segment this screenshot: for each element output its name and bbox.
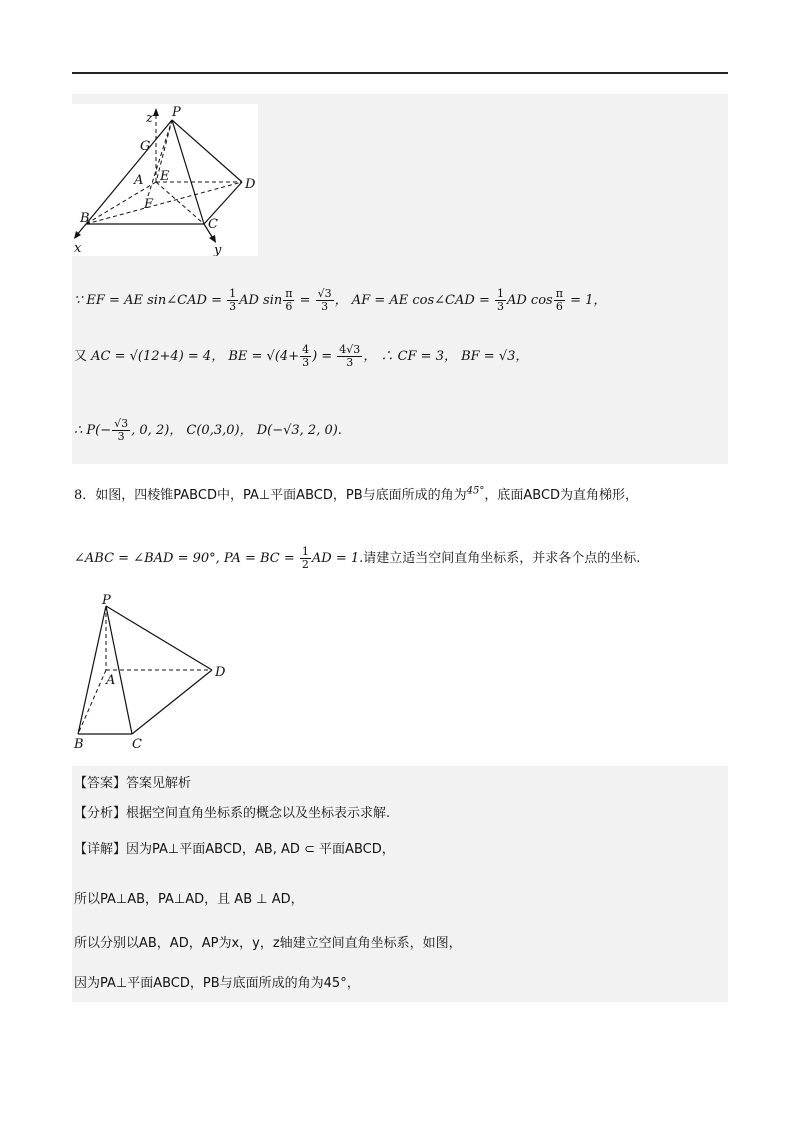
detail-line-2: 所以PA⊥AB，PA⊥AD，且 AB ⊥ AD， (74, 892, 304, 907)
label-B: B (80, 211, 90, 226)
top-rule (72, 72, 728, 74)
label-x: x (74, 241, 82, 256)
answer-text: 答案见解析 (126, 776, 192, 791)
analysis-text: 根据空间直角坐标系的概念以及坐标表示求解. (126, 806, 391, 821)
prev-solution-line-1: ∵ EF = AE sin∠CAD = $\frac{1}{3}$ AD sin $\frac{\pi}{6}$ = $\frac{√3}{3}$ ， AF = AE cos∠CAD = $\frac{1}{3}$ AD cos $\frac{\pi}{6}$ = 1， (74, 287, 607, 313)
label-D: D (245, 177, 256, 192)
detail-tag: 【详解】 (74, 842, 127, 857)
label-z: z (146, 111, 153, 126)
label-F: F (144, 197, 154, 212)
problem-text-2: ，底面ABCD为直角梯形， (484, 488, 639, 503)
prev-solution-line-3: ∴ P(− $\frac{√3}{3}$ , 0, 2)， C(0,3,0)， D(−√3, 2, 0). (74, 417, 342, 443)
label-G: G (140, 139, 151, 154)
label-A: A (134, 173, 144, 188)
prev-solution-line-2: 又 AC = √(12+4) = 4， BE = √(4+ $\frac{4}{3}$ ) = $\frac{4√3}{3}$ ， ∴ CF = 3， BF = √3， (74, 343, 529, 369)
analysis-line (74, 802, 390, 821)
label-y: y (214, 243, 222, 256)
pyramid-figure-problem-8 (72, 594, 232, 750)
label-A: A (106, 673, 116, 688)
detail-line-4: 因为PA⊥平面ABCD，PB与底面所成的角为45°， (74, 976, 360, 991)
detail-text-1: 因为PA⊥平面ABCD，AB, AD ⊂ 平面ABCD， (126, 842, 395, 857)
problem-8-line-1 (74, 484, 638, 503)
detail-line-3: 所以分别以AB，AD，AP为x，y，z轴建立空间直角坐标系，如图， (74, 936, 462, 951)
problem-8-line-2: ∠ABC = ∠BAD = 90°, PA = BC = $\frac{1}{2}$ AD = 1.请建立适当空间直角坐标系，并求各个点的坐标. (74, 545, 641, 571)
answer-tag: 【答案】 (74, 776, 127, 791)
label-P: P (172, 105, 181, 120)
pyramid-figure-coordinates (72, 104, 258, 256)
problem-text-3: 请建立适当空间直角坐标系，并求各个点的坐标. (363, 551, 641, 566)
label-B: B (74, 737, 84, 750)
detail-line-1 (74, 838, 395, 857)
problem-number: 8． (74, 488, 96, 503)
answer-line (74, 772, 191, 791)
label-C: C (132, 737, 142, 750)
label-P: P (102, 594, 111, 608)
analysis-tag: 【分析】 (74, 806, 127, 821)
problem-angle: 45° (466, 485, 485, 497)
label-E: E (160, 169, 170, 184)
label-D: D (215, 665, 226, 680)
problem-text-1: 如图，四棱锥PABCD中，PA⊥平面ABCD，PB与底面所成的角为 (95, 488, 467, 503)
label-C: C (208, 217, 218, 232)
